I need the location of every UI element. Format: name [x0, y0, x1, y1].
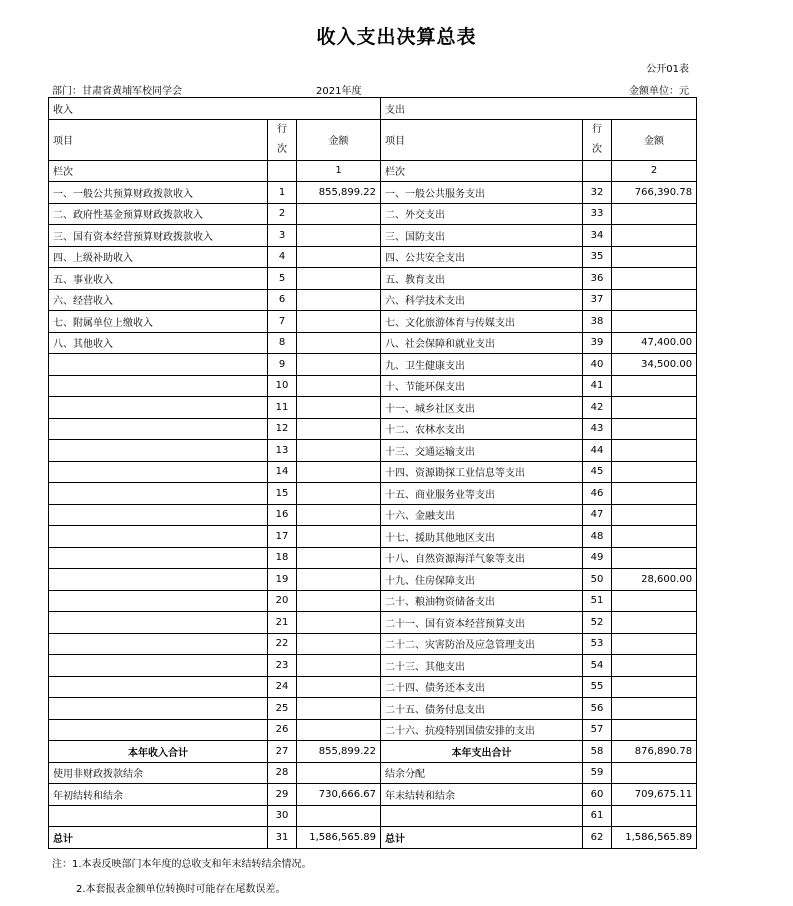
expense-line-no: 42 [583, 397, 612, 419]
expense-item: 十三、交通运输支出 [381, 440, 583, 462]
income-amount [297, 311, 381, 333]
income-amount [297, 590, 381, 612]
income-amount [297, 569, 381, 591]
income-line-no: 17 [268, 526, 297, 548]
expense-amount [612, 547, 697, 569]
income-column-index: 1 [297, 160, 381, 182]
expense-amount: 34,500.00 [612, 354, 697, 376]
expense-line-no: 52 [583, 612, 612, 634]
income-item: 年初结转和结余 [49, 784, 268, 806]
income-amount: 855,899.22 [297, 182, 381, 204]
expense-item: 六、科学技术支出 [381, 289, 583, 311]
total-income-line: 27 [268, 741, 297, 763]
income-line-no: 16 [268, 504, 297, 526]
expense-line-header: 行次 [583, 119, 612, 160]
expense-line-no: 54 [583, 655, 612, 677]
expense-line-no: 45 [583, 461, 612, 483]
table-row [49, 354, 697, 376]
income-line-no: 6 [268, 289, 297, 311]
expense-item: 二十五、债务付息支出 [381, 698, 583, 720]
expense-amount [612, 203, 697, 225]
income-amount [297, 289, 381, 311]
income-item-header: 项目 [49, 119, 268, 160]
income-item [49, 375, 268, 397]
table-row [49, 418, 697, 440]
income-line-no: 8 [268, 332, 297, 354]
expense-item-header: 项目 [381, 119, 583, 160]
table-row [49, 225, 697, 247]
expense-line-no: 44 [583, 440, 612, 462]
income-line-no: 9 [268, 354, 297, 376]
income-amount [297, 719, 381, 741]
expense-line-no: 36 [583, 268, 612, 290]
expense-line-no: 47 [583, 504, 612, 526]
expense-item: 年末结转和结余 [381, 784, 583, 806]
expense-item: 十四、资源勘探工业信息等支出 [381, 461, 583, 483]
income-header: 收入 [49, 98, 381, 120]
expense-amount [612, 698, 697, 720]
income-item [49, 526, 268, 548]
income-item [49, 719, 268, 741]
expense-header: 支出 [381, 98, 697, 120]
expense-column-index: 2 [612, 160, 697, 182]
income-item [49, 590, 268, 612]
total-row [49, 741, 697, 763]
expense-item: 结余分配 [381, 762, 583, 784]
expense-row-label: 栏次 [381, 160, 583, 182]
expense-item: 四、公共安全支出 [381, 246, 583, 268]
expense-item: 二十、粮油物资储备支出 [381, 590, 583, 612]
table-row [49, 483, 697, 505]
table-row [49, 784, 697, 806]
table-row [49, 633, 697, 655]
expense-line-no: 51 [583, 590, 612, 612]
income-amount [297, 397, 381, 419]
income-line-no: 18 [268, 547, 297, 569]
income-amount [297, 526, 381, 548]
income-item [49, 633, 268, 655]
income-line-no: 25 [268, 698, 297, 720]
table-row [49, 719, 697, 741]
section-header-row [49, 98, 697, 120]
expense-line-no: 34 [583, 225, 612, 247]
expense-item: 七、文化旅游体育与传媒支出 [381, 311, 583, 333]
table-row [49, 375, 697, 397]
income-line-no: 20 [268, 590, 297, 612]
income-line-no: 29 [268, 784, 297, 806]
table-row [49, 698, 697, 720]
income-amount [297, 676, 381, 698]
income-line-no: 7 [268, 311, 297, 333]
expense-amount [612, 461, 697, 483]
expense-line-no: 46 [583, 483, 612, 505]
income-item [49, 698, 268, 720]
expense-item: 二十四、债务还本支出 [381, 676, 583, 698]
income-item: 使用非财政拨款结余 [49, 762, 268, 784]
income-item: 四、上级补助收入 [49, 246, 268, 268]
income-line-no: 19 [268, 569, 297, 591]
expense-item: 三、国防支出 [381, 225, 583, 247]
table-body [49, 98, 697, 849]
income-amount [297, 268, 381, 290]
expense-item: 十九、住房保障支出 [381, 569, 583, 591]
income-item [49, 569, 268, 591]
income-amount [297, 418, 381, 440]
income-item [49, 354, 268, 376]
income-line-no: 13 [268, 440, 297, 462]
table-row [49, 332, 697, 354]
column-header-row [49, 119, 697, 160]
table-row [49, 289, 697, 311]
expense-amount: 28,600.00 [612, 569, 697, 591]
total-income-label: 本年收入合计 [49, 741, 268, 763]
expense-amount [612, 504, 697, 526]
expense-line-no: 59 [583, 762, 612, 784]
table-row [49, 805, 697, 827]
expense-amount [612, 311, 697, 333]
income-line-no: 4 [268, 246, 297, 268]
income-line-no: 26 [268, 719, 297, 741]
expense-line-no: 39 [583, 332, 612, 354]
total-income-amount: 855,899.22 [297, 741, 381, 763]
income-item: 五、事业收入 [49, 268, 268, 290]
expense-amount [612, 676, 697, 698]
expense-line-no: 61 [583, 805, 612, 827]
expense-amount [612, 612, 697, 634]
income-item [49, 483, 268, 505]
grand-total-expense-line: 62 [583, 827, 612, 849]
expense-amount-header: 金额 [612, 119, 697, 160]
expense-amount [612, 440, 697, 462]
expense-line-no: 37 [583, 289, 612, 311]
table-row [49, 203, 697, 225]
expense-amount [612, 526, 697, 548]
form-number: 公开01表 [646, 64, 689, 75]
income-item: 一、一般公共预算财政拨款收入 [49, 182, 268, 204]
income-line-no: 30 [268, 805, 297, 827]
income-line-no: 24 [268, 676, 297, 698]
income-amount [297, 655, 381, 677]
expense-amount [612, 719, 697, 741]
grand-total-expense-label: 总计 [381, 827, 583, 849]
income-amount-header: 金额 [297, 119, 381, 160]
table-row [49, 762, 697, 784]
expense-amount [612, 397, 697, 419]
expense-amount [612, 805, 697, 827]
income-line-no: 28 [268, 762, 297, 784]
income-line-no: 22 [268, 633, 297, 655]
income-amount [297, 612, 381, 634]
table-row [49, 569, 697, 591]
expense-item: 八、社会保障和就业支出 [381, 332, 583, 354]
expense-amount [612, 418, 697, 440]
expense-item: 十、节能环保支出 [381, 375, 583, 397]
expense-amount [612, 655, 697, 677]
income-row-label: 栏次 [49, 160, 268, 182]
income-item [49, 612, 268, 634]
income-amount [297, 440, 381, 462]
expense-item: 十五、商业服务业等支出 [381, 483, 583, 505]
income-item [49, 504, 268, 526]
income-amount [297, 698, 381, 720]
income-item: 二、政府性基金预算财政拨款收入 [49, 203, 268, 225]
table-row [49, 461, 697, 483]
income-line-no: 14 [268, 461, 297, 483]
income-line-no: 21 [268, 612, 297, 634]
grand-total-income-line: 31 [268, 827, 297, 849]
income-line-no: 1 [268, 182, 297, 204]
income-line-no: 2 [268, 203, 297, 225]
expense-line-no: 48 [583, 526, 612, 548]
income-item: 六、经营收入 [49, 289, 268, 311]
report-title: 收入支出决算总表 [316, 26, 477, 48]
expense-line-no: 41 [583, 375, 612, 397]
table-row [49, 504, 697, 526]
column-index-row [49, 160, 697, 182]
expense-line-no: 53 [583, 633, 612, 655]
table-row [49, 655, 697, 677]
income-item [49, 397, 268, 419]
expense-line-no: 56 [583, 698, 612, 720]
total-expense-label: 本年支出合计 [381, 741, 583, 763]
income-item: 七、附属单位上缴收入 [49, 311, 268, 333]
income-amount [297, 203, 381, 225]
expense-amount [612, 246, 697, 268]
income-line-no: 10 [268, 375, 297, 397]
expense-line-no: 50 [583, 569, 612, 591]
note-1: 注：1.本表反映部门本年度的总收支和年末结转结余情况。 [52, 859, 312, 870]
expense-item: 二十二、灾害防治及应急管理支出 [381, 633, 583, 655]
expense-item: 一、一般公共服务支出 [381, 182, 583, 204]
expense-line-no: 60 [583, 784, 612, 806]
income-line-no: 12 [268, 418, 297, 440]
expense-amount [612, 289, 697, 311]
expense-amount [612, 268, 697, 290]
income-item [49, 676, 268, 698]
income-line-no: 15 [268, 483, 297, 505]
expense-line-no: 38 [583, 311, 612, 333]
income-amount [297, 332, 381, 354]
expense-line-no: 57 [583, 719, 612, 741]
expense-amount [612, 375, 697, 397]
income-line-header: 行次 [268, 119, 297, 160]
total-expense-line: 58 [583, 741, 612, 763]
income-item [49, 805, 268, 827]
expense-amount [612, 590, 697, 612]
expense-amount [612, 762, 697, 784]
fiscal-year: 2021年度 [316, 86, 362, 97]
income-item: 八、其他收入 [49, 332, 268, 354]
income-amount: 730,666.67 [297, 784, 381, 806]
grand-total-row [49, 827, 697, 849]
table-row [49, 440, 697, 462]
income-amount [297, 633, 381, 655]
income-amount [297, 375, 381, 397]
note-2: 2.本套报表金额单位转换时可能存在尾数误差。 [76, 884, 286, 895]
expense-line-no: 55 [583, 676, 612, 698]
expense-item: 二十三、其他支出 [381, 655, 583, 677]
income-amount [297, 246, 381, 268]
income-item [49, 418, 268, 440]
income-amount [297, 504, 381, 526]
expense-amount: 766,390.78 [612, 182, 697, 204]
income-amount [297, 225, 381, 247]
table-row [49, 612, 697, 634]
income-item: 三、国有资本经营预算财政拨款收入 [49, 225, 268, 247]
expense-item: 九、卫生健康支出 [381, 354, 583, 376]
income-item [49, 547, 268, 569]
income-amount [297, 483, 381, 505]
table-row [49, 268, 697, 290]
expense-line-no: 43 [583, 418, 612, 440]
income-item [49, 440, 268, 462]
expense-item: 二、外交支出 [381, 203, 583, 225]
expense-item: 十一、城乡社区支出 [381, 397, 583, 419]
expense-line-no: 49 [583, 547, 612, 569]
expense-amount: 709,675.11 [612, 784, 697, 806]
expense-item: 十二、农林水支出 [381, 418, 583, 440]
table-row [49, 246, 697, 268]
expense-amount [612, 483, 697, 505]
income-expense-table [48, 97, 697, 849]
income-amount [297, 762, 381, 784]
expense-line-no: 40 [583, 354, 612, 376]
expense-item [381, 805, 583, 827]
income-amount [297, 547, 381, 569]
expense-item: 十八、自然资源海洋气象等支出 [381, 547, 583, 569]
expense-line-no: 33 [583, 203, 612, 225]
table-row [49, 526, 697, 548]
expense-item: 十六、金融支出 [381, 504, 583, 526]
income-line-no: 5 [268, 268, 297, 290]
grand-total-expense-amount: 1,586,565.89 [612, 827, 697, 849]
amount-unit: 金额单位：元 [629, 86, 689, 97]
income-line-no: 23 [268, 655, 297, 677]
table-row [49, 676, 697, 698]
income-amount [297, 461, 381, 483]
expense-item: 二十一、国有资本经营预算支出 [381, 612, 583, 634]
expense-amount [612, 633, 697, 655]
income-line-no: 11 [268, 397, 297, 419]
expense-line-no: 32 [583, 182, 612, 204]
total-expense-amount: 876,890.78 [612, 741, 697, 763]
expense-amount [612, 225, 697, 247]
income-line-no: 3 [268, 225, 297, 247]
income-item [49, 461, 268, 483]
expense-item: 二十六、抗疫特别国债安排的支出 [381, 719, 583, 741]
expense-item: 五、教育支出 [381, 268, 583, 290]
income-amount [297, 354, 381, 376]
income-item [49, 655, 268, 677]
grand-total-income-amount: 1,586,565.89 [297, 827, 381, 849]
grand-total-income-label: 总计 [49, 827, 268, 849]
table-row [49, 547, 697, 569]
expense-line-no: 35 [583, 246, 612, 268]
table-row [49, 590, 697, 612]
notes [52, 852, 312, 902]
table-row [49, 182, 697, 204]
department-label: 部门：甘肃省黄埔军校同学会 [52, 86, 182, 97]
income-amount [297, 805, 381, 827]
table-row [49, 397, 697, 419]
table-row [49, 311, 697, 333]
expense-item: 十七、援助其他地区支出 [381, 526, 583, 548]
expense-amount: 47,400.00 [612, 332, 697, 354]
